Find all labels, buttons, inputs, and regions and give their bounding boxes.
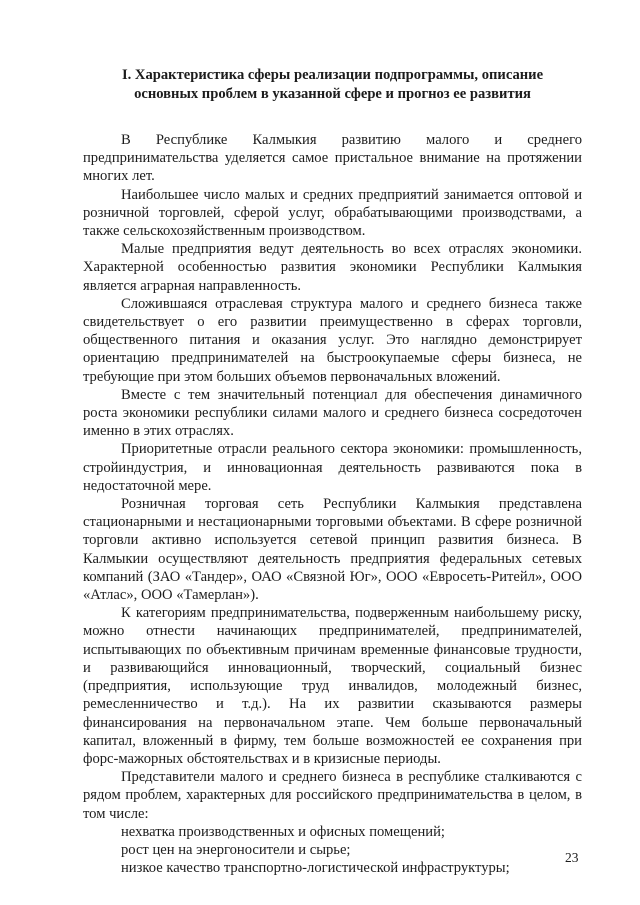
paragraph: Приоритетные отрасли реального сектора экономики: промышленность, стройиндустрия, и инновационная деятельность развиваются пока в недостаточной мере. <box>83 441 582 494</box>
paragraph: Розничная торговая сеть Республики Калмыкия представлена стационарными и нестационарными торговыми объектами. В сфере розничной торговли активно используется сетевой принцип развития бизнеса. В Калмыкии осуществляют деятельность предприятия федеральных сетевых компаний (ЗАО «Тандер», ОАО «Связной Юг», ООО «Евросеть-Ритейл», ООО «Атлас», ООО «Тамерлан»). <box>83 496 582 604</box>
paragraph: Сложившаяся отраслевая структура малого и среднего бизнеса также свидетельствует о его развитии преимущественно в сферах торговли, общественного питания и оказания услуг. Это наглядно демонстрирует ориентацию предпринимателей на быстроокупаемые сферы бизнеса, не требующие при этом больших объемов первоначальных вложений. <box>83 295 582 385</box>
section-heading: I. Характеристика сферы реализации подпрограммы, описание основных проблем в указанной сфере и прогноз ее развития <box>121 67 544 102</box>
body-text <box>83 131 582 877</box>
paragraph: К категориям предпринимательства, подверженным наибольшему риску, можно отнести начинающих предпринимателей, предпринимателей, испытывающих по объективным причинам временные финансовые трудности, и развивающийся инновационный, творческий, социальный бизнес (предприятия, использующие труд инвалидов, молодежный бизнес, ремесленничество и т.д.). На их развитии сказываются размеры финансирования на первоначальном этапе. Чем больше первоначальный капитал, вложенный в фирму, тем больше возможностей ее сохранения при форс-мажорных обстоятельствах и в кризисные периоды. <box>83 605 582 767</box>
list-item: нехватка производственных и офисных помещений; <box>121 823 445 840</box>
paragraph: Представители малого и среднего бизнеса в республике сталкиваются с рядом проблем, характерных для российского предпринимательства в целом, в том числе: <box>83 769 582 822</box>
paragraph: Вместе с тем значительный потенциал для обеспечения динамичного роста экономики республики силами малого и среднего бизнеса сосредоточен именно в этих отраслях. <box>83 386 582 440</box>
page-number: 23 <box>565 850 579 865</box>
list-item: низкое качество транспортно-логистической инфраструктуры; <box>121 860 510 877</box>
list-item: рост цен на энергоносители и сырье; <box>121 841 351 858</box>
paragraph: В Республике Калмыкия развитию малого и среднего предпринимательства уделяется самое пристальное внимание на протяжении многих лет. <box>83 132 582 185</box>
paragraph: Малые предприятия ведут деятельность во всех отраслях экономики. Характерной особенностью развития экономики Республики Калмыкия является аграрная направленность. <box>83 241 582 294</box>
paragraph: Наибольшее число малых и средних предприятий занимается оптовой и розничной торговлей, сферой услуг, обрабатывающими производствами, а также сельскохозяйственным производством. <box>83 186 582 240</box>
